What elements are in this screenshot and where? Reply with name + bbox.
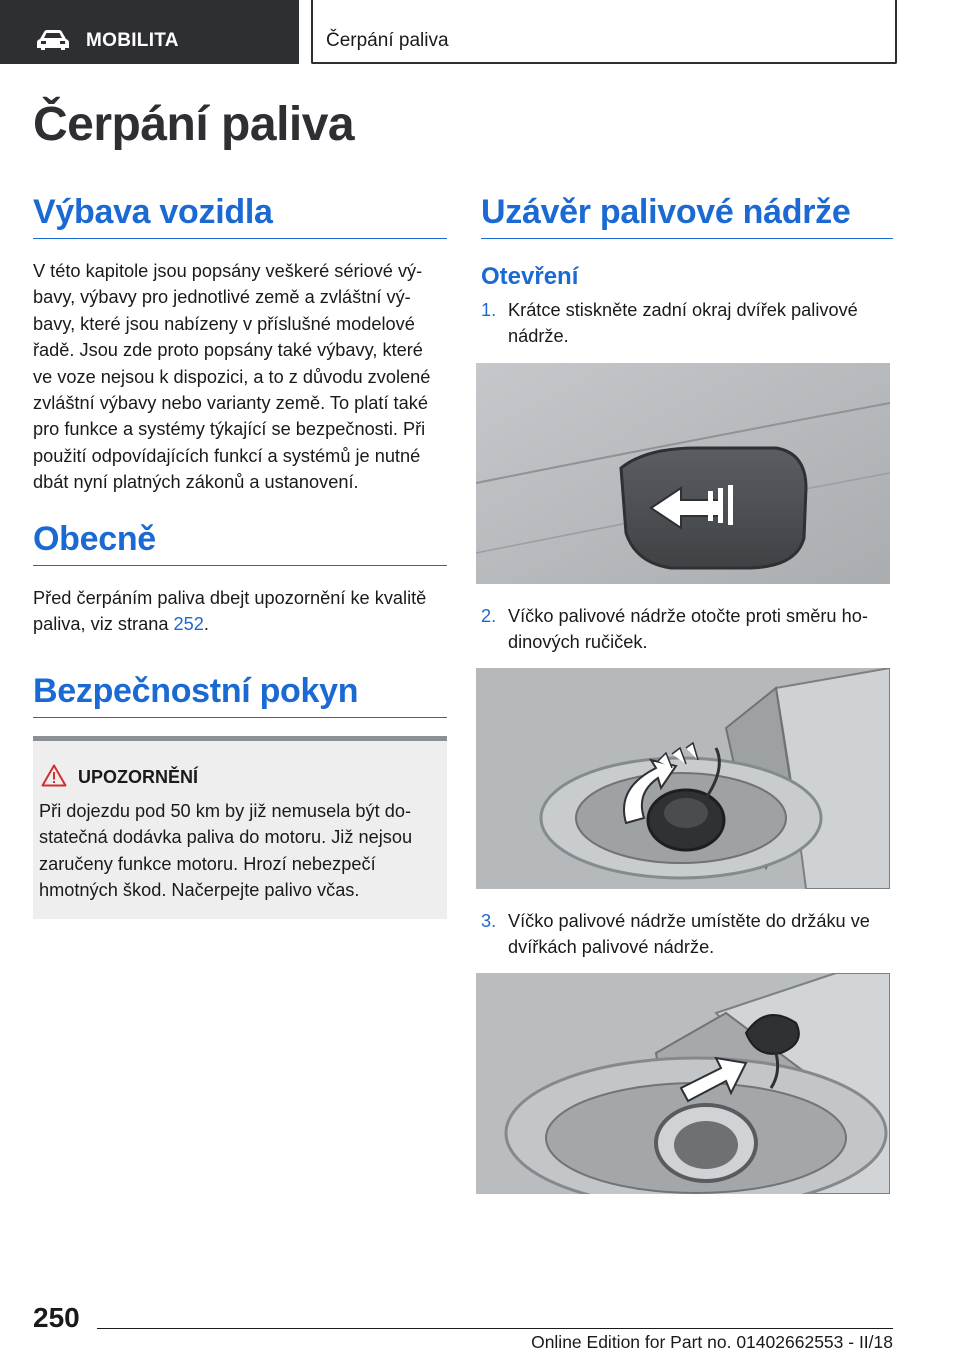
step-number: 2. — [481, 606, 497, 626]
heading-opening: Otevření — [481, 263, 579, 290]
heading-vehicle-equipment: Výbava vozidla — [33, 193, 447, 239]
warning-title: UPOZORNĚNÍ — [78, 767, 199, 787]
chapter-label: Čerpání paliva — [326, 30, 449, 51]
text-line: použití odpovídajících funkcí a systémů je nutné — [33, 445, 421, 466]
photo-fuel-flap-press — [476, 363, 890, 584]
text-line: Před čerpáním paliva dbejt upozornění ke kvalitě — [33, 588, 427, 608]
text-line: Víčko palivové nádrže otočte proti směru ho- — [508, 606, 868, 626]
text-line: dbát nyní platných zákonů a ustanovení. — [33, 472, 359, 493]
general-text — [33, 585, 453, 638]
text-fragment: . — [203, 614, 209, 635]
text-line: pro funkce a systémy týkající se bezpečnosti. Při — [33, 419, 426, 440]
step-text — [508, 603, 893, 656]
step-number: 3. — [481, 911, 497, 931]
text-line: dinových ručiček. — [508, 632, 648, 653]
photo-cap-holder — [476, 973, 890, 1194]
car-icon — [36, 29, 70, 51]
vehicle-equipment-text — [33, 258, 453, 496]
text-line: řadě. Jsou zde proto popsány také výbavy, které — [33, 340, 423, 361]
heading-fuel-cap: Uzávěr palivové nádrže — [481, 193, 893, 239]
chapter-tab[interactable] — [311, 0, 897, 64]
text-line: hmotných škod. Načerpejte palivo včas. — [39, 880, 360, 901]
footer-edition: Online Edition for Part no. 01402662553 - II/18 — [531, 1332, 893, 1352]
text-line: V této kapitole jsou popsány veškeré sériové vý- — [33, 261, 423, 281]
text-line: dvířkách palivové nádrže. — [508, 937, 715, 958]
text-line — [33, 611, 453, 637]
heading-general: Obecně — [33, 520, 447, 566]
warning-box — [33, 736, 447, 919]
text-line: statečná dodávka paliva do motoru. Již nejsou — [39, 827, 413, 848]
text-line: nádrže. — [508, 326, 569, 347]
text-line: Víčko palivové nádrže umístěte do držáku ve — [508, 911, 870, 931]
step-text — [508, 297, 893, 350]
photo-turn-cap — [476, 668, 890, 889]
footer-divider — [97, 1328, 893, 1329]
text-line: bavy, které jsou nabízeny v příslušné modelové — [33, 313, 415, 334]
section-label: MOBILITA — [86, 30, 179, 51]
text-line: ve voze nejsou k dispozici, a to z důvodu zvolené — [33, 366, 431, 387]
warning-triangle-icon — [41, 764, 67, 787]
text-line: zaručeny funkce motoru. Hrozí nebezpečí — [39, 853, 376, 874]
text-line: Krátce stiskněte zadní okraj dvířek palivové — [508, 300, 858, 320]
page-number: 250 — [33, 1302, 80, 1333]
heading-safety: Bezpečnostní pokyn — [33, 672, 447, 718]
warning-text — [39, 798, 439, 904]
page-title: Čerpání paliva — [33, 98, 355, 151]
section-tab[interactable] — [0, 0, 299, 64]
text-line: zvláštní výbavy nebo varianty země. To platí také — [33, 393, 428, 414]
text-line: Při dojezdu pod 50 km by již nemusela být do- — [39, 801, 412, 821]
step-text — [508, 908, 893, 961]
text-line: bavy, výbavy pro jednotlivé země a zvláštní vý- — [33, 287, 411, 308]
text-fragment: paliva, viz strana — [33, 614, 174, 635]
page-link[interactable]: 252 — [173, 614, 204, 635]
step-number: 1. — [481, 300, 497, 320]
